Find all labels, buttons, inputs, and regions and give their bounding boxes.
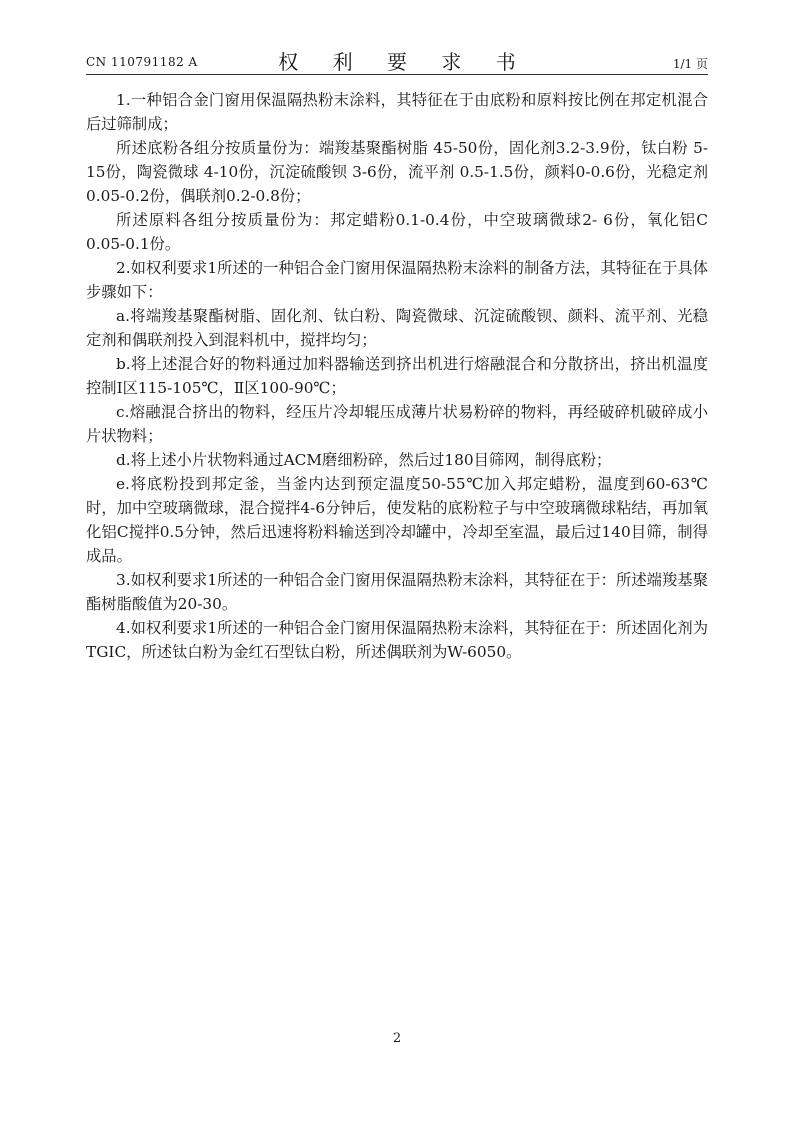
claim-2-paragraph: 2.如权利要求1所述的一种铝合金门窗用保温隔热粉末涂料的制备方法，其特征在于具体步骤如下： [86,259,708,301]
page-number: 2 [392,1031,402,1046]
page-header [86,44,708,72]
claims-body [86,88,708,664]
claim-2-step-b: b.将上述混合好的物料通过加料器输送到挤出机进行熔融混合和分散挤出，挤出机温度控制Ⅰ区115-105℃，Ⅱ区100-90℃； [86,355,708,397]
header-divider [86,74,708,75]
claim-2-step-e: e.将底粉投到邦定釜，当釜内达到预定温度50-55℃加入邦定蜡粉，温度到60-63℃时，加中空玻璃微球，混合搅拌4-6分钟后，使发粘的底粉粒子与中空玻璃微球粘结，再加氧化铝C搅拌0.5分钟，然后迅速将粉料输送到冷却罐中，冷却至室温，最后过140目筛，制得成品。 [86,475,708,565]
page-indicator: 1/1 页 [672,57,708,71]
claim-2-step-a: a.将端羧基聚酯树脂、固化剂、钛白粉、陶瓷微球、沉淀硫酸钡、颜料、流平剂、光稳定剂和偶联剂投入到混料机中，搅拌均匀； [86,307,708,349]
claim-1-paragraph: 1.一种铝合金门窗用保温隔热粉末涂料，其特征在于由底粉和原料按比例在邦定机混合后过筛制成； [86,91,708,133]
claim-2-step-d: d.将上述小片状物料通过ACM磨细粉碎，然后过180目筛网，制得底粉； [116,451,612,469]
claim-4-paragraph: 4.如权利要求1所述的一种铝合金门窗用保温隔热粉末涂料，其特征在于：所述固化剂为TGIC，所述钛白粉为金红石型钛白粉，所述偶联剂为W-6050。 [86,619,708,661]
claim-2-step-c: c.熔融混合挤出的物料，经压片冷却辊压成薄片状易粉碎的物料，再经破碎机破碎成小片状物料； [86,403,708,445]
document-title: 权 利 要 求 书 [278,50,530,74]
claim-1-base-powder-paragraph: 所述底粉各组分按质量份为：端羧基聚酯树脂 45-50份，固化剂3.2-3.9份，钛白粉 5-15份，陶瓷微球 4-10份，沉淀硫酸钡 3-6份，流平剂 0.5-1.5份，颜料0-0.6份，光稳定剂0.05-0.2份，偶联剂0.2-0.8份； [86,139,708,205]
claim-3-paragraph: 3.如权利要求1所述的一种铝合金门窗用保温隔热粉末涂料，其特征在于：所述端羧基聚酯树脂酸值为20-30。 [86,571,708,613]
claim-1-raw-material-paragraph: 所述原料各组分按质量份为：邦定蜡粉0.1-0.4份，中空玻璃微球2- 6份，氧化铝C 0.05-0.1份。 [86,211,708,253]
publication-number: CN 110791182 A [86,55,198,69]
